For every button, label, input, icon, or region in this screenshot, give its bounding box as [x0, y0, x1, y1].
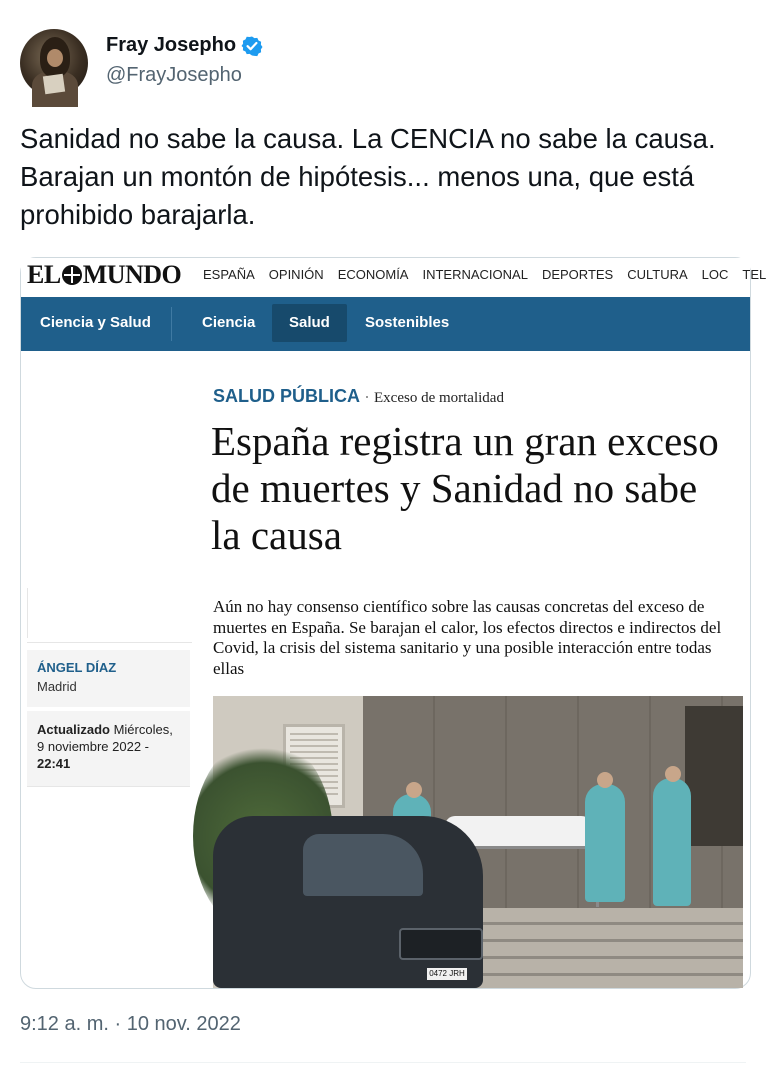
- verified-badge-icon: [241, 35, 263, 57]
- nav-item-deportes[interactable]: DEPORTES: [541, 267, 614, 282]
- globe-icon: [62, 265, 82, 285]
- nav-item-cultura[interactable]: CULTURA: [627, 267, 688, 282]
- tweet-text: Sanidad no sabe la causa. La CENCIA no sabe la causa. Barajan un montón de hipótesis... menos una, que está prohibido barajarla.: [20, 123, 716, 230]
- nav-item-internacional[interactable]: INTERNACIONAL: [422, 267, 528, 282]
- article-headline: España registra un gran exceso de muertes y Sanidad no sabe la causa: [211, 418, 719, 558]
- updated-date: Miércoles, 9 noviembre 2022 -: [37, 722, 173, 754]
- author-row[interactable]: [106, 34, 263, 57]
- updated-box: [27, 711, 190, 787]
- author-box: [27, 650, 190, 707]
- article-image-card[interactable]: [20, 257, 766, 989]
- kicker-section[interactable]: SALUD PÚBLICA: [213, 386, 360, 406]
- site-header: [21, 258, 766, 296]
- avatar[interactable]: [20, 29, 88, 97]
- tab-salud[interactable]: Salud: [272, 304, 347, 342]
- kicker-separator: ·: [364, 386, 370, 406]
- section-divider: [171, 307, 172, 341]
- sidebar-rule: [27, 588, 28, 638]
- el-mundo-logo[interactable]: [27, 260, 181, 290]
- updated-label: Actualizado: [37, 722, 110, 737]
- author-name[interactable]: Fray Josepho: [106, 34, 237, 56]
- nav-item-loc[interactable]: LOC: [701, 267, 729, 282]
- bottom-divider: [20, 1062, 746, 1063]
- section-title[interactable]: Ciencia y Salud: [40, 314, 151, 331]
- byline: [27, 650, 190, 777]
- logo-left-text: EL: [27, 260, 61, 289]
- article-author[interactable]: ÁNGEL DÍAZ: [37, 660, 117, 675]
- logo-right-text: MUNDO: [82, 260, 182, 289]
- article-kicker: [213, 386, 504, 407]
- article-city: Madrid: [37, 679, 77, 694]
- article-photo: [213, 696, 743, 988]
- author-handle[interactable]: @FrayJosepho: [106, 64, 242, 86]
- tweet-timestamp[interactable]: 9:12 a. m. · 10 nov. 2022: [20, 1013, 241, 1035]
- nav-item-economia[interactable]: ECONOMÍA: [337, 267, 409, 282]
- nav-item-espana[interactable]: ESPAÑA: [203, 267, 255, 282]
- updated-time: 22:41: [37, 756, 71, 771]
- license-plate: 0472 JRH: [427, 968, 467, 980]
- site-nav: [203, 267, 766, 282]
- sidebar-divider: [27, 642, 192, 643]
- nav-item-tel[interactable]: TEL: [742, 267, 766, 282]
- article-summary: Aún no hay consenso científico sobre las causas concretas del exceso de muertes en España. Se barajan el calor, los efectos directos e indirectos del Covid, la crisis del sistema sanitario y una posible interacción entre todas ellas: [213, 597, 722, 678]
- section-nav: [21, 297, 750, 351]
- sidebar-bottom-divider: [27, 786, 190, 787]
- nav-item-opinion[interactable]: OPINIÓN: [268, 267, 324, 282]
- kicker-tag[interactable]: Exceso de mortalidad: [374, 390, 504, 406]
- tab-ciencia[interactable]: Ciencia: [202, 314, 256, 331]
- tab-sostenibles[interactable]: Sostenibles: [365, 314, 450, 331]
